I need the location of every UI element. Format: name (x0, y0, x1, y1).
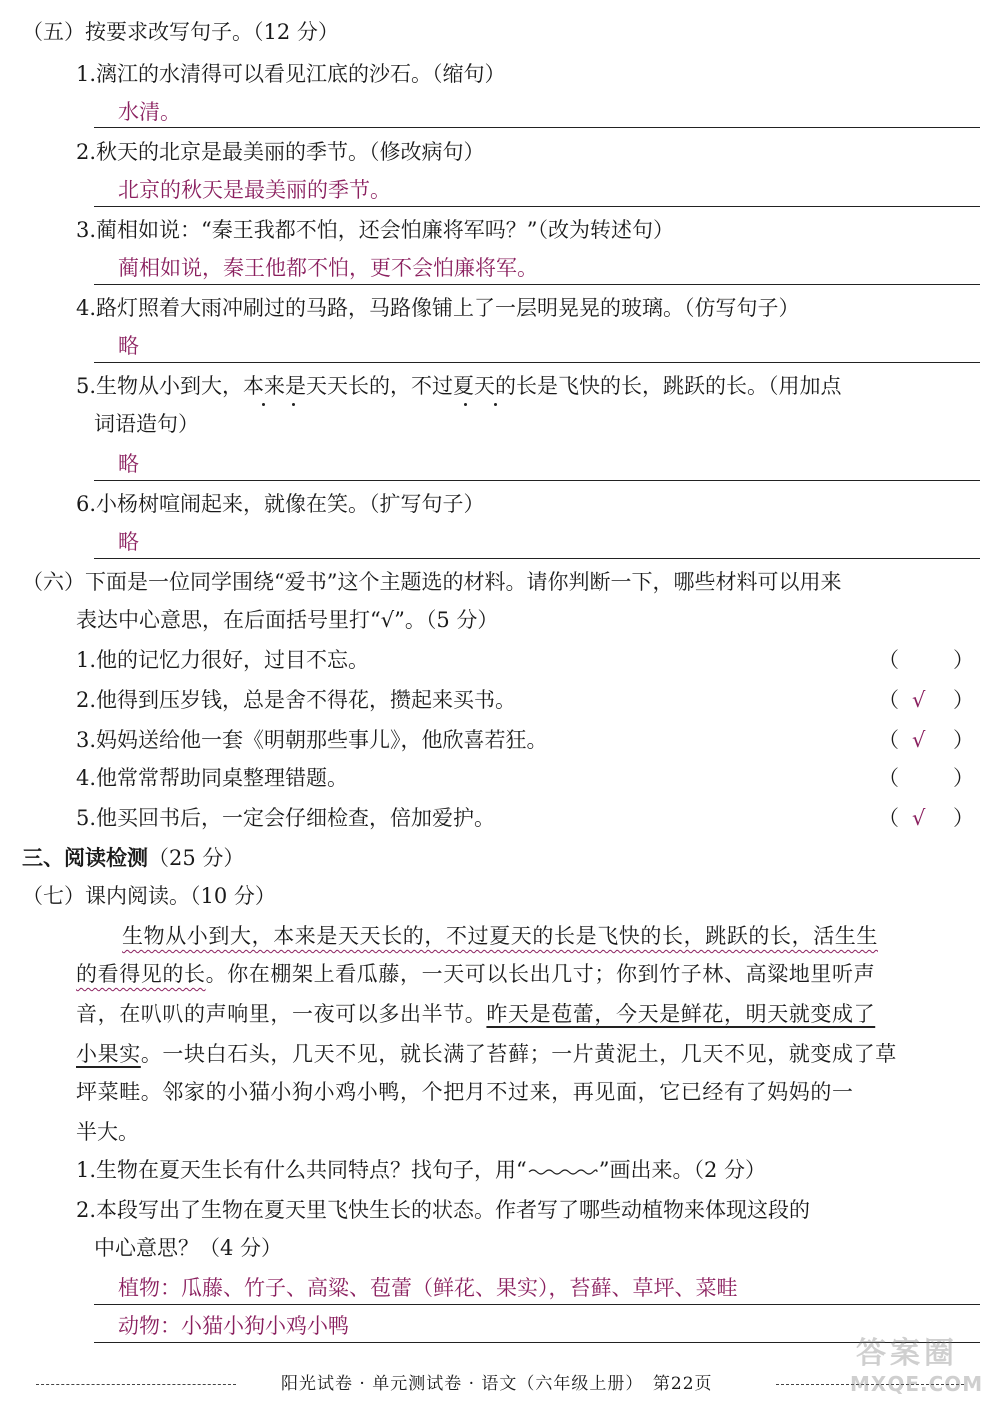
answer-line (94, 1304, 980, 1305)
material-item-1: 1.他的记忆力很好，过目不忘。 (76, 648, 370, 672)
question-text: ”画出来。（2 分） (598, 1158, 767, 1182)
answer-line (94, 127, 980, 128)
wavy-line-icon (527, 1167, 599, 1177)
part-3-score: （25 分） (148, 846, 245, 870)
question-5-2: 2.秋天的北京是最美丽的季节。（修改病句） (76, 140, 485, 164)
bracket-open: （ (878, 688, 899, 712)
material-item-3: 3.妈妈送给他一套《明朝那些事儿》，他欣喜若狂。 (76, 728, 548, 752)
answer-5-6: 略 (118, 530, 139, 554)
passage-line-4 (76, 1040, 897, 1068)
question-5-3: 3.蔺相如说：“秦王我都不怕，还会怕廉将军吗？”（改为转述句） (76, 218, 675, 242)
bracket-close: ） (953, 688, 974, 712)
check-mark: √ (912, 688, 926, 712)
question-7-2-continued: 中心意思？（4 分） (94, 1236, 283, 1260)
answer-5-3: 蔺相如说，秦王他都不怕，更不会怕廉将军。 (118, 256, 538, 280)
check-mark: √ (912, 728, 926, 752)
question-5-6: 6.小杨树喧闹起来，就像在笑。（扩写句子） (76, 492, 485, 516)
footer-divider (36, 1384, 236, 1385)
answer-line (94, 480, 980, 481)
material-item-5: 5.他买回书后，一定会仔细检查，倍加爱护。 (76, 806, 496, 830)
watermark-logo (846, 1326, 986, 1404)
passage-text: 。一块白石头，几天不见，就长满了苔藓；一片黄泥土，几天不见，就变成了草 (140, 1042, 897, 1066)
part-3-title: 三、阅读检测 (22, 845, 148, 870)
passage-text: 的看得见的长 (76, 962, 206, 986)
bracket-open: （ (878, 806, 899, 830)
answer-5-2: 北京的秋天是最美丽的季节。 (118, 178, 391, 202)
passage-line-2 (76, 960, 875, 988)
question-5-5: 5.生物从小到大，本来是天天长的，不过夏天的长是飞快的长，跳跃的长。（用加点 (76, 374, 842, 398)
section-5-title: （五）按要求改写句子。（12 分） (22, 20, 339, 44)
answer-plants: 植物：瓜藤、竹子、高粱、苞蕾（鲜花、果实），苔藓、草坪、菜畦 (118, 1276, 738, 1300)
bracket-close: ） (953, 728, 974, 752)
section-7-title: （七）课内阅读。（10 分） (22, 884, 276, 908)
passage-text: 音，在叭叭的声响里，一夜可以多出半节。 (76, 1002, 487, 1026)
passage-text: 小果实 (76, 1042, 141, 1066)
material-item-2: 2.他得到压岁钱，总是舍不得花，攒起来买书。 (76, 688, 517, 712)
question-5-4: 4.路灯照着大雨冲刷过的马路，马路像铺上了一层明晃晃的玻璃。（仿写句子） (76, 296, 800, 320)
answer-5-5: 略 (118, 452, 139, 476)
material-item-4: 4.他常常帮助同桌整理错题。 (76, 766, 349, 790)
answer-5-4: 略 (118, 334, 139, 358)
footer-text: 阳光试卷 · 单元测试卷 · 语文（六年级上册） 第22页 (281, 1374, 713, 1394)
question-text: 1.生物在夏天生长有什么共同特点？找句子，用“ (76, 1158, 527, 1182)
passage-line-5: 坪菜畦。邻家的小猫小狗小鸡小鸭，个把月不过来，再见面，它已经有了妈妈的一 (76, 1080, 854, 1104)
answer-5-1: 水清。 (118, 100, 181, 124)
bracket-close: ） (953, 648, 974, 672)
passage-text: 生物从小到大，本来是天天长的，不过夏天的长是飞快的长，跳跃的长，活生生 (122, 924, 878, 948)
passage-line-3 (76, 1000, 875, 1028)
watermark-text: 答案圈 (856, 1336, 958, 1371)
page-footer (36, 1370, 964, 1398)
watermark-url: MXQE.COM (850, 1372, 984, 1396)
answer-animals: 动物：小猫小狗小鸡小鸭 (118, 1314, 349, 1338)
question-5-5-continued: 词语造句） (94, 412, 199, 436)
passage-line-6: 半大。 (76, 1120, 139, 1144)
passage-line-1 (122, 922, 878, 950)
bracket-open: （ (878, 728, 899, 752)
question-7-2: 2.本段写出了生物在夏天里飞快生长的状态。作者写了哪些动植物来体现这段的 (76, 1198, 811, 1222)
passage-text: 。你在棚架上看瓜藤，一天可以长出几寸；你到竹子林、高粱地里听声 (205, 962, 876, 986)
passage-text: 昨天是苞蕾，今天是鲜花，明天就变成了 (486, 1002, 876, 1026)
answer-line (94, 362, 980, 363)
section-6-title-continued: 表达中心意思，在后面括号里打“√”。（5 分） (76, 608, 499, 632)
check-mark: √ (912, 806, 926, 830)
bracket-close: ） (953, 806, 974, 830)
answer-line (94, 206, 980, 207)
question-7-1 (76, 1156, 766, 1184)
part-3-heading (22, 844, 244, 872)
bracket-close: ） (953, 766, 974, 790)
bracket-open: （ (878, 648, 899, 672)
answer-line (94, 558, 980, 559)
question-5-1: 1.漓江的水清得可以看见江底的沙石。（缩句） (76, 62, 506, 86)
answer-line (94, 284, 980, 285)
section-6-title: （六）下面是一位同学围绕“爱书”这个主题选的材料。请你判断一下，哪些材料可以用来 (22, 570, 842, 594)
bracket-open: （ (878, 766, 899, 790)
